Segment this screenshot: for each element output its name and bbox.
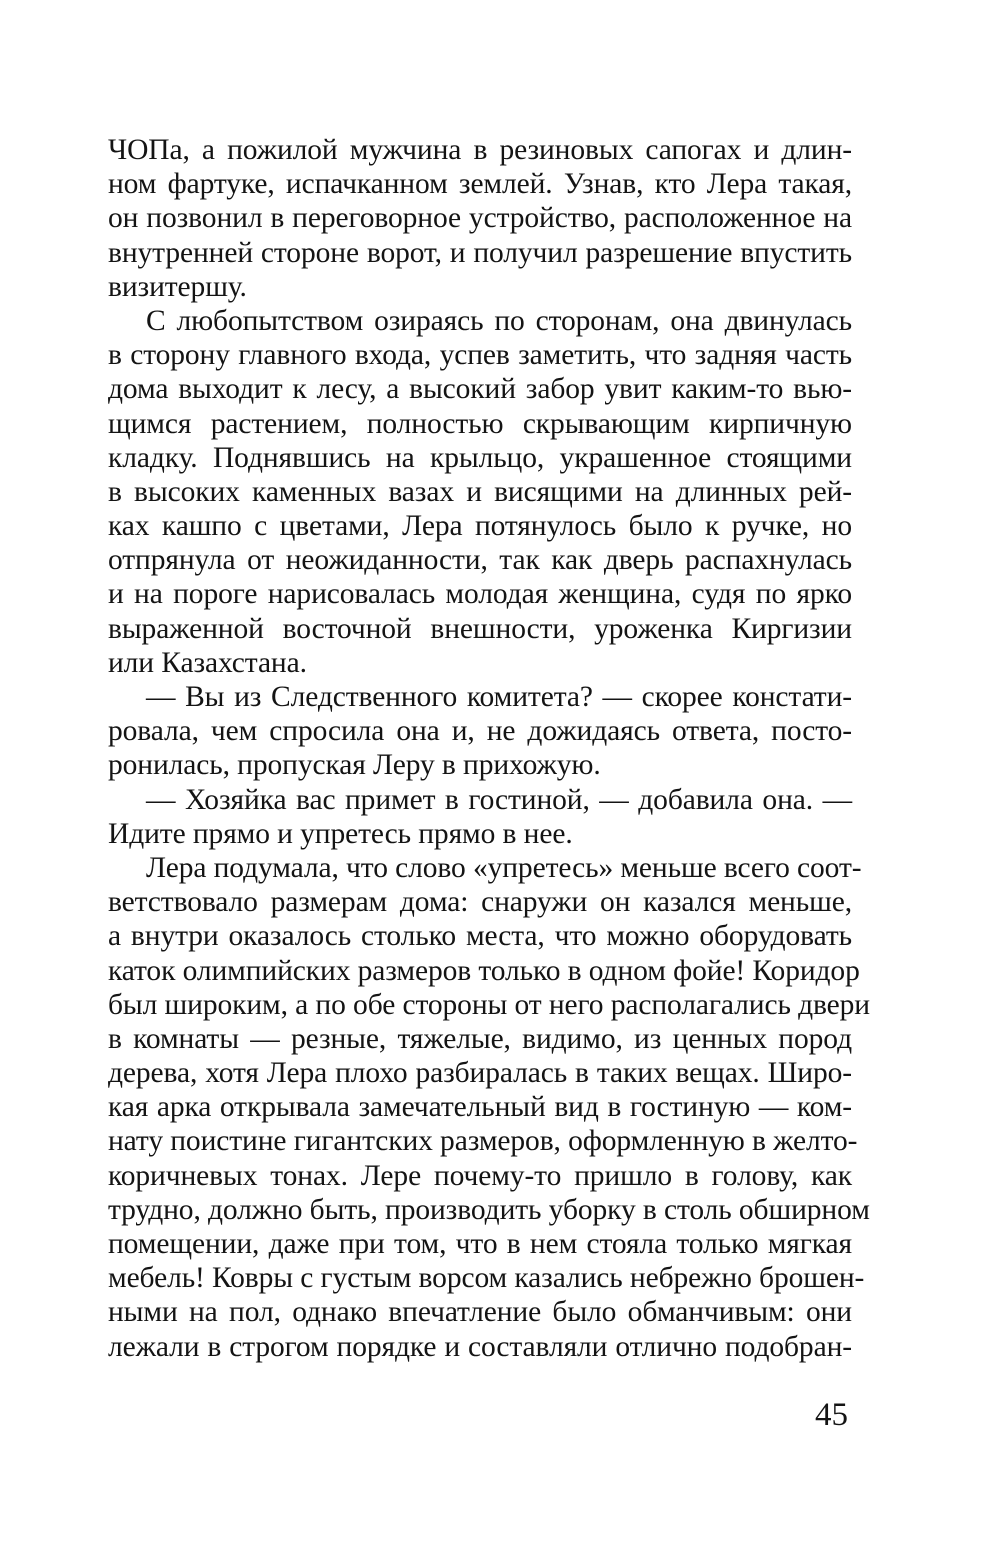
text-line: — Хозяйка вас примет в гостиной, — добавила она. —	[146, 783, 852, 816]
text-line: Лера подумала, что слово «упретесь» меньше всего соот-	[146, 851, 862, 884]
text-line: ровала, чем спросила она и, не дожидаясь ответа, посто-	[108, 715, 852, 748]
text-line: в высоких каменных вазах и висящими на длинных рей-	[108, 475, 852, 508]
text-line: а внутри оказалось столько места, что можно оборудовать	[108, 920, 852, 953]
text-line: помещении, даже при том, что в нем стояла только мягкая	[108, 1228, 852, 1260]
text-line: ветствовало размерам дома: снаружи он казался меньше,	[108, 886, 852, 919]
text-line: Идите прямо и упретесь прямо в нее.	[108, 817, 573, 850]
text-line: в сторону главного входа, успев заметить, что задняя часть	[108, 339, 852, 372]
text-line: каток олимпийских размеров только в одном фойе! Коридор	[108, 954, 860, 987]
text-line: или Казахстана.	[108, 646, 307, 679]
text-line: ках кашпо с цветами, Лера потянулось было к ручке, но	[108, 510, 852, 543]
text-line: он позвонил в переговорное устройство, расположенное на	[108, 202, 852, 235]
text-line: выраженной восточной внешности, уроженка Киргизии	[108, 612, 852, 645]
text-line: и на пороге нарисовалась молодая женщина, судя по ярко	[108, 578, 852, 611]
text-line: — Вы из Следственного комитета? — скорее констати-	[146, 681, 852, 713]
text-line: кладку. Поднявшись на крыльцо, украшенное стоящими	[108, 441, 852, 474]
text-line: ронилась, пропуская Леру в прихожую.	[108, 749, 601, 782]
body-text	[108, 133, 870, 1364]
text-line: внутренней стороне ворот, и получил разрешение впустить	[108, 236, 852, 269]
text-line: отпрянула от неожиданности, так как дверь распахнулась	[108, 544, 852, 577]
text-line: был широким, а по обе стороны от него располагались двери	[108, 988, 870, 1021]
text-line: мебель! Ковры с густым ворсом казались небрежно брошен-	[108, 1262, 865, 1295]
text-line: коричневых тонах. Лере почему-то пришло в голову, как	[108, 1159, 852, 1192]
text-line: ном фартуке, испачканном землей. Узнав, кто Лера такая,	[108, 168, 852, 201]
text-line: ными на пол, однако впечатление было обманчивым: они	[108, 1296, 852, 1329]
text-line: щимся растением, полностью скрывающим кирпичную	[108, 407, 852, 440]
text-line: С любопытством озираясь по сторонам, она двинулась	[146, 304, 852, 337]
text-line: визитершу.	[108, 270, 247, 303]
text-line: дерева, хотя Лера плохо разбиралась в таких вещах. Широ-	[108, 1057, 852, 1090]
text-line: лежали в строгом порядке и составляли отлично подобран-	[108, 1330, 852, 1363]
text-line: в комнаты — резные, тяжелые, видимо, из ценных пород	[108, 1022, 852, 1055]
text-line: трудно, должно быть, производить уборку в столь обширном	[108, 1193, 870, 1226]
text-line: дома выходит к лесу, а высокий забор увит каким-то вью-	[108, 373, 852, 406]
text-line: нату поистине гигантских размеров, оформленную в желто-	[108, 1125, 858, 1158]
text-line: ЧОПа, а пожилой мужчина в резиновых сапогах и длин-	[108, 134, 852, 166]
page-number: 45	[815, 1397, 848, 1433]
text-line: кая арка открывала замечательный вид в гостиную — ком-	[108, 1091, 852, 1124]
